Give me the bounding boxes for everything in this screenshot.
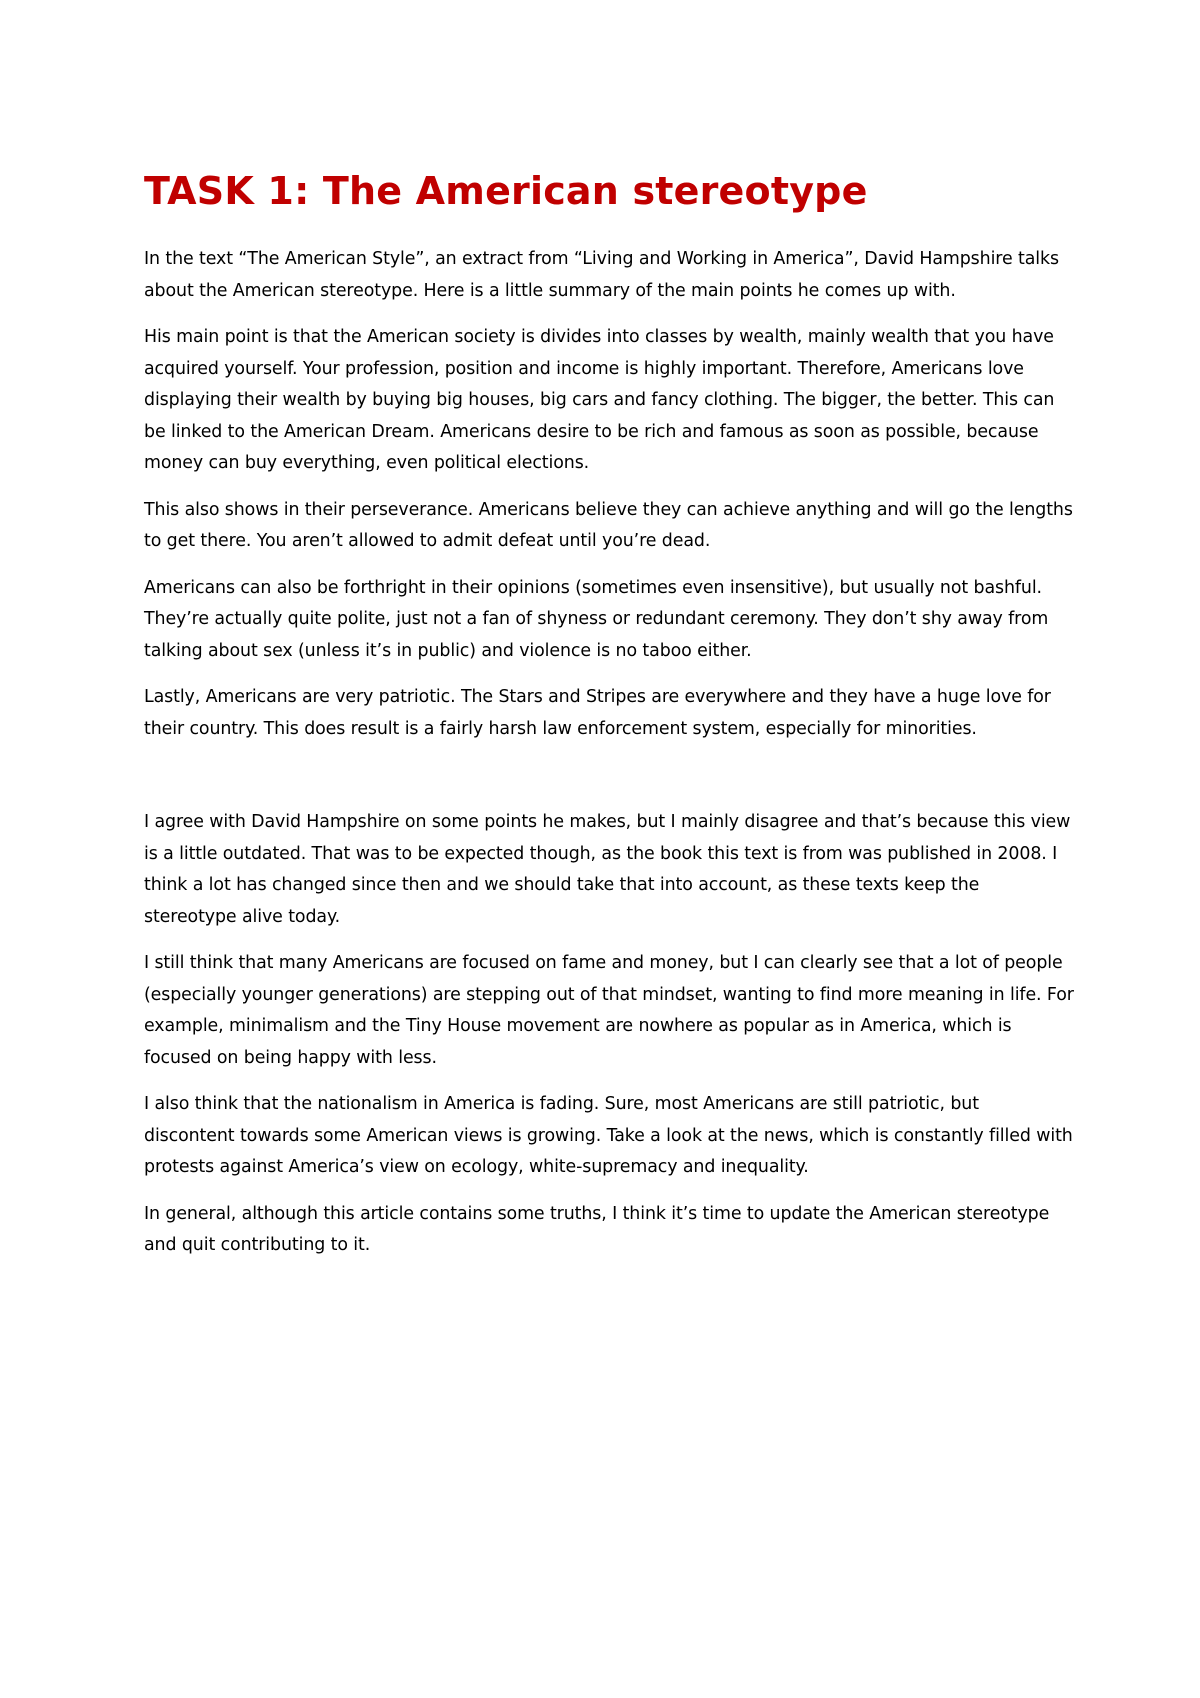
summary-paragraph-intro: In the text “The American Style”, an extract from “Living and Working in America”, David Hampshire talks about the American stereotype. Here is a little summary of the main points he comes up with. (144, 249, 1059, 301)
opinion-paragraph-nationalism: I also think that the nationalism in America is fading. Sure, most Americans are still patriotic, but discontent towards some American views is growing. Take a look at the news, which is constantly filled with protests against America’s view on ecology, white-supremacy and inequality. (144, 1094, 1073, 1177)
opinion-paragraph-agree: I agree with David Hampshire on some points he makes, but I mainly disagree and that’s because this view is a little outdated. That was to be expected though, as the book this text is from was published in 2008. I think a lot has changed since then and we should take that into account, as these texts keep the stereotype alive today. (144, 812, 1071, 927)
section-spacer (144, 760, 1074, 807)
document-body (144, 168, 1074, 1277)
summary-paragraph-patriotism: Lastly, Americans are very patriotic. The Stars and Stripes are everywhere and they have a huge love for their country. This does result is a fairly harsh law enforcement system, especially for minorities. (144, 687, 1051, 739)
document-title: TASK 1: The American stereotype (144, 169, 868, 213)
summary-paragraph-forthright: Americans can also be forthright in their opinions (sometimes even insensitive), but usually not bashful. They’re actually quite polite, just not a fan of shyness or redundant ceremony. They don’t shy away from talking about sex (unless it’s in public) and violence is no taboo either. (144, 577, 1049, 661)
opinion-paragraph-conclusion: In general, although this article contains some truths, I think it’s time to update the American stereotype and quit contributing to it. (144, 1203, 1050, 1255)
summary-paragraph-wealth: His main point is that the American society is divides into classes by wealth, mainly wealth that you have acquired yourself. Your profession, position and income is highly important. Therefore, Americans love displaying their wealth by buying big houses, big cars and fancy clothing. The bigger, the better. This can be linked to the American Dream. Americans desire to be rich and famous as soon as possible, because money can buy everything, even political elections. (144, 327, 1055, 473)
opinion-paragraph-fame: I still think that many Americans are focused on fame and money, but I can clearly see that a lot of people (especially younger generations) are stepping out of that mindset, wanting to find more meaning in life. For example, minimalism and the Tiny House movement are nowhere as popular as in America, which is focused on being happy with less. (144, 953, 1074, 1068)
summary-paragraph-perseverance: This also shows in their perseverance. Americans believe they can achieve anything and will go the lengths to get there. You aren’t allowed to admit defeat until you’re dead. (144, 499, 1073, 551)
